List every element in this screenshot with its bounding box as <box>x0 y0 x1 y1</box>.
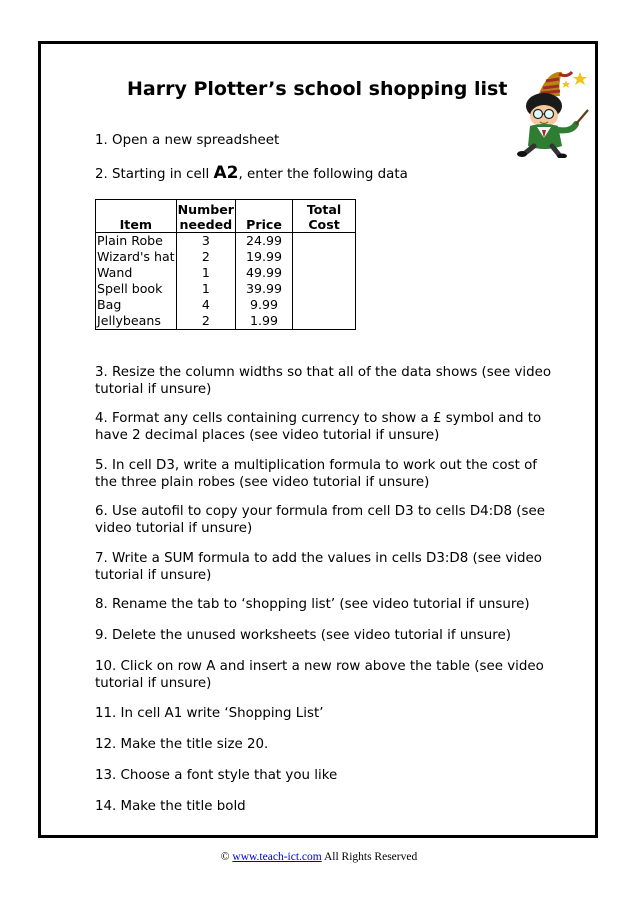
step-sum-formula: 7. Write a SUM formula to add the values in cells D3:D8 (see video tutorial if unsure) <box>95 551 542 583</box>
step-multiplication-formula: 5. In cell D3, write a multiplication formula to work out the cost of the three plain robes (see video tutorial if unsure) <box>95 458 538 490</box>
cell-number: 1 <box>176 265 235 281</box>
header-number-line1: Number <box>177 202 235 217</box>
step-title-size: 12. Make the title size 20. <box>95 737 269 752</box>
step-2-before: 2. Starting in cell <box>95 167 214 182</box>
table-row <box>96 233 356 250</box>
website-link[interactable]: www.teach-ict.com <box>232 851 322 863</box>
cell-item: Jellybeans <box>96 313 177 330</box>
step-resize-columns: 3. Resize the column widths so that all of the data shows (see video tutorial if unsure) <box>95 365 552 397</box>
cell-item: Plain Robe <box>96 233 177 250</box>
shopping-data-table <box>95 199 356 330</box>
cell-price: 19.99 <box>236 249 293 265</box>
step-starting-cell <box>95 165 408 183</box>
step-2-after: , enter the following data <box>238 167 408 182</box>
cell-number: 2 <box>176 313 235 330</box>
cell-total <box>293 233 356 250</box>
header-price: Price <box>236 200 293 233</box>
step-write-title: 11. In cell A1 write ‘Shopping List’ <box>95 706 324 721</box>
header-number-line2: needed <box>179 217 233 232</box>
step-insert-row: 10. Click on row A and insert a new row above the table (see video tutorial if unsure) <box>95 659 544 691</box>
cell-total <box>293 281 356 297</box>
header-total-line1: Total <box>306 202 342 217</box>
step-rename-tab: 8. Rename the tab to ‘shopping list’ (see video tutorial if unsure) <box>95 597 530 612</box>
rights-text: All Rights Reserved <box>323 851 418 863</box>
step-format-currency: 4. Format any cells containing currency to show a £ symbol and to have 2 decimal places (see video tutorial if unsure) <box>95 411 542 443</box>
cell-price: 9.99 <box>236 297 293 313</box>
cell-item: Wand <box>96 265 177 281</box>
step-open-spreadsheet: 1. Open a new spreadsheet <box>95 133 280 148</box>
table-row <box>96 265 356 281</box>
table-row <box>96 297 356 313</box>
step-title-bold: 14. Make the title bold <box>95 799 246 814</box>
cell-total <box>293 265 356 281</box>
wizard-cartoon-icon <box>510 66 592 158</box>
cell-price: 49.99 <box>236 265 293 281</box>
cell-number: 2 <box>176 249 235 265</box>
table-header-row <box>96 200 356 233</box>
cell-number: 3 <box>176 233 235 250</box>
cell-reference: A2 <box>213 163 239 183</box>
table-row <box>96 313 356 330</box>
header-total-cost <box>293 200 356 233</box>
step-delete-worksheets: 9. Delete the unused worksheets (see video tutorial if unsure) <box>95 628 511 643</box>
header-total-line2: Cost <box>308 217 340 232</box>
cell-number: 4 <box>176 297 235 313</box>
header-item: Item <box>96 200 177 233</box>
cell-total <box>293 297 356 313</box>
step-font-style: 13. Choose a font style that you like <box>95 768 338 783</box>
cell-item: Bag <box>96 297 177 313</box>
step-autofill: 6. Use autofil to copy your formula from cell D3 to cells D4:D8 (see video tutorial if unsure) <box>95 504 545 536</box>
page-title: Harry Plotter’s school shopping list <box>127 78 508 100</box>
table-row <box>96 249 356 265</box>
cell-total <box>293 313 356 330</box>
cell-item: Spell book <box>96 281 177 297</box>
cell-price: 24.99 <box>236 233 293 250</box>
cell-price: 1.99 <box>236 313 293 330</box>
cell-price: 39.99 <box>236 281 293 297</box>
footer <box>0 851 638 863</box>
cell-total <box>293 249 356 265</box>
copyright-symbol: © <box>220 851 230 863</box>
header-number-needed <box>176 200 235 233</box>
cell-number: 1 <box>176 281 235 297</box>
table-row <box>96 281 356 297</box>
cell-item: Wizard's hat <box>97 249 175 264</box>
